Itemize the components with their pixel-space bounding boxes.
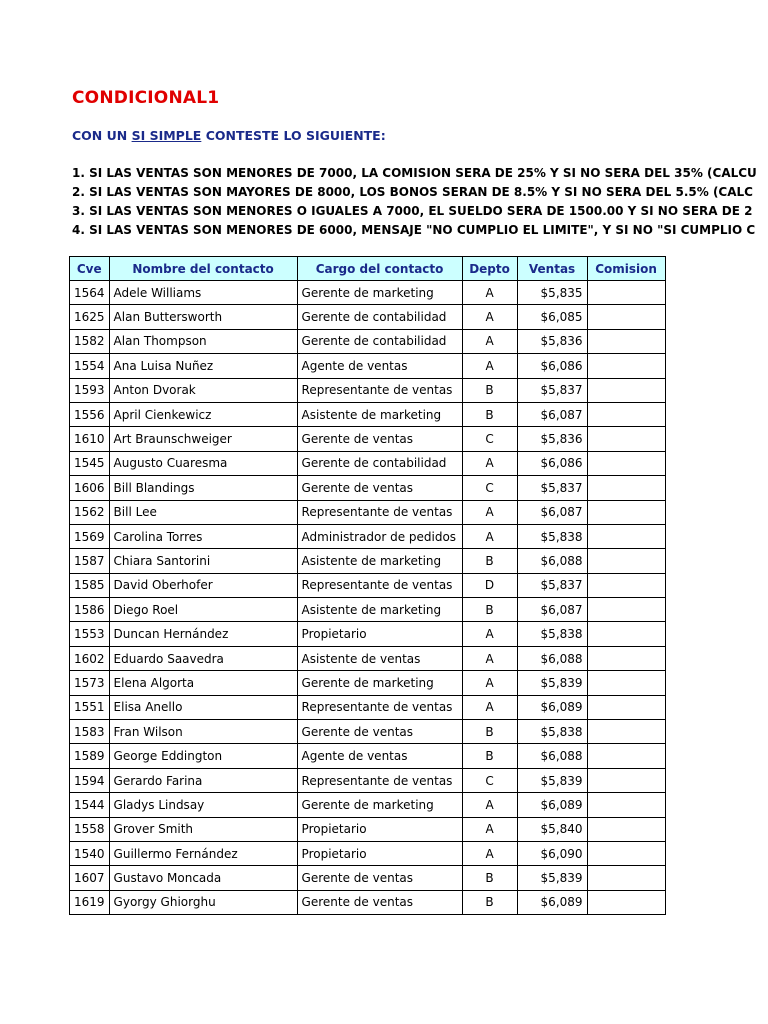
table-row	[70, 768, 666, 792]
table-row	[70, 402, 666, 426]
cargo-cell[interactable]: Gerente de ventas	[297, 476, 462, 500]
comision-cell[interactable]	[587, 695, 665, 719]
comision-cell[interactable]	[587, 890, 665, 914]
ventas-cell[interactable]: $6,086	[517, 451, 587, 475]
depto-cell[interactable]: A	[462, 281, 517, 305]
cargo-cell[interactable]: Representante de ventas	[297, 768, 462, 792]
comision-cell[interactable]	[587, 768, 665, 792]
cargo-cell[interactable]: Gerente de marketing	[297, 671, 462, 695]
cargo-cell[interactable]: Representante de ventas	[297, 573, 462, 597]
comision-cell[interactable]	[587, 573, 665, 597]
ventas-cell[interactable]: $6,089	[517, 793, 587, 817]
nombre-cell[interactable]: Diego Roel	[109, 598, 297, 622]
comision-cell[interactable]	[587, 622, 665, 646]
nombre-cell[interactable]: Eduardo Saavedra	[109, 646, 297, 670]
nombre-cell[interactable]: Bill Lee	[109, 500, 297, 524]
comision-cell[interactable]	[587, 427, 665, 451]
depto-cell[interactable]: B	[462, 890, 517, 914]
ventas-cell[interactable]: $5,838	[517, 720, 587, 744]
cve-cell[interactable]: 1606	[70, 476, 110, 500]
table-row	[70, 329, 666, 353]
cve-cell[interactable]: 1594	[70, 768, 110, 792]
table-row	[70, 427, 666, 451]
table-row	[70, 622, 666, 646]
nombre-cell[interactable]: Gustavo Moncada	[109, 866, 297, 890]
cve-cell[interactable]: 1587	[70, 549, 110, 573]
comision-cell[interactable]	[587, 476, 665, 500]
nombre-cell[interactable]: Grover Smith	[109, 817, 297, 841]
instruction-1: 1. SI LAS VENTAS SON MENORES DE 7000, LA COMISION SERA DE 25% Y SI NO SERA DEL 35% (CALCU	[72, 166, 757, 180]
cve-cell[interactable]: 1545	[70, 451, 110, 475]
ventas-cell[interactable]: $6,090	[517, 841, 587, 865]
comision-cell[interactable]	[587, 793, 665, 817]
ventas-cell[interactable]: $5,836	[517, 427, 587, 451]
comision-cell[interactable]	[587, 720, 665, 744]
cve-cell[interactable]: 1544	[70, 793, 110, 817]
cargo-cell[interactable]: Gerente de marketing	[297, 281, 462, 305]
cargo-cell[interactable]: Propietario	[297, 817, 462, 841]
cargo-cell[interactable]: Asistente de marketing	[297, 402, 462, 426]
cve-cell[interactable]: 1585	[70, 573, 110, 597]
table-row	[70, 573, 666, 597]
ventas-cell[interactable]: $6,088	[517, 646, 587, 670]
depto-cell[interactable]: A	[462, 841, 517, 865]
cve-cell[interactable]: 1610	[70, 427, 110, 451]
table-row	[70, 866, 666, 890]
depto-cell[interactable]: A	[462, 817, 517, 841]
cargo-cell[interactable]: Asistente de ventas	[297, 646, 462, 670]
nombre-cell[interactable]: David Oberhofer	[109, 573, 297, 597]
cargo-cell[interactable]: Agente de ventas	[297, 354, 462, 378]
nombre-cell[interactable]: Alan Buttersworth	[109, 305, 297, 329]
cve-cell[interactable]: 1586	[70, 598, 110, 622]
comision-cell[interactable]	[587, 598, 665, 622]
depto-cell[interactable]: A	[462, 500, 517, 524]
cve-cell[interactable]: 1607	[70, 866, 110, 890]
depto-cell[interactable]: A	[462, 329, 517, 353]
instruction-2: 2. SI LAS VENTAS SON MAYORES DE 8000, LOS BONOS SERAN DE 8.5% Y SI NO SERA DEL 5.5% (CALC	[72, 185, 753, 199]
table-row	[70, 281, 666, 305]
cargo-cell[interactable]: Asistente de marketing	[297, 549, 462, 573]
comision-cell[interactable]	[587, 744, 665, 768]
cve-cell[interactable]: 1593	[70, 378, 110, 402]
ventas-cell[interactable]: $5,839	[517, 866, 587, 890]
depto-cell[interactable]: B	[462, 866, 517, 890]
cve-cell[interactable]: 1602	[70, 646, 110, 670]
table-row	[70, 451, 666, 475]
cve-cell[interactable]: 1573	[70, 671, 110, 695]
table-row	[70, 793, 666, 817]
ventas-cell[interactable]: $5,840	[517, 817, 587, 841]
depto-cell[interactable]: A	[462, 305, 517, 329]
cargo-cell[interactable]: Propietario	[297, 622, 462, 646]
table-row	[70, 720, 666, 744]
nombre-cell[interactable]: George Eddington	[109, 744, 297, 768]
ventas-cell[interactable]: $5,837	[517, 573, 587, 597]
nombre-cell[interactable]: Duncan Hernández	[109, 622, 297, 646]
header-cve[interactable]: Cve	[70, 257, 110, 281]
table-row	[70, 817, 666, 841]
table-row	[70, 598, 666, 622]
table-row	[70, 524, 666, 548]
header-row	[70, 257, 666, 281]
nombre-cell[interactable]: Bill Blandings	[109, 476, 297, 500]
cargo-cell[interactable]: Gerente de ventas	[297, 427, 462, 451]
cargo-cell[interactable]: Representante de ventas	[297, 695, 462, 719]
contacts-table	[69, 256, 666, 915]
cve-cell[interactable]: 1551	[70, 695, 110, 719]
cve-cell[interactable]: 1569	[70, 524, 110, 548]
nombre-cell[interactable]: Art Braunschweiger	[109, 427, 297, 451]
comision-cell[interactable]	[587, 329, 665, 353]
comision-cell[interactable]	[587, 402, 665, 426]
table-row	[70, 646, 666, 670]
depto-cell[interactable]: D	[462, 573, 517, 597]
instruction-3: 3. SI LAS VENTAS SON MENORES O IGUALES A 7000, EL SUELDO SERA DE 1500.00 Y SI NO SERA DE 2	[72, 204, 753, 218]
cve-cell[interactable]: 1562	[70, 500, 110, 524]
cve-cell[interactable]: 1619	[70, 890, 110, 914]
nombre-cell[interactable]: Alan Thompson	[109, 329, 297, 353]
comision-cell[interactable]	[587, 305, 665, 329]
subtitle-pre: CON UN	[72, 128, 132, 143]
cve-cell[interactable]: 1589	[70, 744, 110, 768]
comision-cell[interactable]	[587, 646, 665, 670]
cve-cell[interactable]: 1558	[70, 817, 110, 841]
ventas-cell[interactable]: $6,087	[517, 500, 587, 524]
nombre-cell[interactable]: Elena Algorta	[109, 671, 297, 695]
table-row	[70, 549, 666, 573]
ventas-cell[interactable]: $6,086	[517, 354, 587, 378]
comision-cell[interactable]	[587, 549, 665, 573]
nombre-cell[interactable]: Guillermo Fernández	[109, 841, 297, 865]
depto-cell[interactable]: B	[462, 598, 517, 622]
cargo-cell[interactable]: Representante de ventas	[297, 500, 462, 524]
nombre-cell[interactable]: Gladys Lindsay	[109, 793, 297, 817]
comision-cell[interactable]	[587, 841, 665, 865]
cve-cell[interactable]: 1564	[70, 281, 110, 305]
table-row	[70, 744, 666, 768]
nombre-cell[interactable]: Augusto Cuaresma	[109, 451, 297, 475]
cve-cell[interactable]: 1554	[70, 354, 110, 378]
cargo-cell[interactable]: Gerente de ventas	[297, 890, 462, 914]
cve-cell[interactable]: 1582	[70, 329, 110, 353]
header-depto[interactable]: Depto	[462, 257, 517, 281]
table-row	[70, 378, 666, 402]
nombre-cell[interactable]: Gyorgy Ghiorghu	[109, 890, 297, 914]
ventas-cell[interactable]: $5,835	[517, 281, 587, 305]
table-row	[70, 354, 666, 378]
comision-cell[interactable]	[587, 354, 665, 378]
comision-cell[interactable]	[587, 671, 665, 695]
ventas-cell[interactable]: $6,088	[517, 744, 587, 768]
cargo-cell[interactable]: Gerente de contabilidad	[297, 329, 462, 353]
cargo-cell[interactable]: Asistente de marketing	[297, 598, 462, 622]
cve-cell[interactable]: 1625	[70, 305, 110, 329]
cve-cell[interactable]: 1553	[70, 622, 110, 646]
comision-cell[interactable]	[587, 866, 665, 890]
cargo-cell[interactable]: Gerente de contabilidad	[297, 305, 462, 329]
header-comision[interactable]: Comision	[587, 257, 665, 281]
ventas-cell[interactable]: $6,085	[517, 305, 587, 329]
nombre-cell[interactable]: Gerardo Farina	[109, 768, 297, 792]
depto-cell[interactable]: A	[462, 671, 517, 695]
depto-cell[interactable]: C	[462, 427, 517, 451]
cve-cell[interactable]: 1583	[70, 720, 110, 744]
ventas-cell[interactable]: $6,089	[517, 890, 587, 914]
comision-cell[interactable]	[587, 451, 665, 475]
depto-cell[interactable]: B	[462, 744, 517, 768]
ventas-cell[interactable]: $5,837	[517, 378, 587, 402]
ventas-cell[interactable]: $6,089	[517, 695, 587, 719]
subtitle	[72, 128, 386, 143]
depto-cell[interactable]: A	[462, 793, 517, 817]
header-cargo[interactable]: Cargo del contacto	[297, 257, 462, 281]
cargo-cell[interactable]: Representante de ventas	[297, 378, 462, 402]
ventas-cell[interactable]: $5,836	[517, 329, 587, 353]
depto-cell[interactable]: B	[462, 720, 517, 744]
depto-cell[interactable]: A	[462, 695, 517, 719]
comision-cell[interactable]	[587, 524, 665, 548]
cargo-cell[interactable]: Gerente de ventas	[297, 866, 462, 890]
comision-cell[interactable]	[587, 378, 665, 402]
table-row	[70, 476, 666, 500]
ventas-cell[interactable]: $5,839	[517, 671, 587, 695]
cve-cell[interactable]: 1556	[70, 402, 110, 426]
nombre-cell[interactable]: Chiara Santorini	[109, 549, 297, 573]
nombre-cell[interactable]: Adele Williams	[109, 281, 297, 305]
nombre-cell[interactable]: Anton Dvorak	[109, 378, 297, 402]
depto-cell[interactable]: A	[462, 354, 517, 378]
ventas-cell[interactable]: $5,838	[517, 524, 587, 548]
depto-cell[interactable]: A	[462, 524, 517, 548]
ventas-cell[interactable]: $5,839	[517, 768, 587, 792]
depto-cell[interactable]: B	[462, 549, 517, 573]
cargo-cell[interactable]: Gerente de marketing	[297, 793, 462, 817]
table-row	[70, 500, 666, 524]
ventas-cell[interactable]: $5,837	[517, 476, 587, 500]
table-row	[70, 890, 666, 914]
table-row	[70, 695, 666, 719]
ventas-cell[interactable]: $5,838	[517, 622, 587, 646]
depto-cell[interactable]: A	[462, 646, 517, 670]
table-row	[70, 305, 666, 329]
cve-cell[interactable]: 1540	[70, 841, 110, 865]
instruction-4: 4. SI LAS VENTAS SON MENORES DE 6000, MENSAJE "NO CUMPLIO EL LIMITE", Y SI NO "SI CUMPLIO C	[72, 223, 756, 237]
depto-cell[interactable]: C	[462, 768, 517, 792]
comision-cell[interactable]	[587, 500, 665, 524]
cargo-cell[interactable]: Gerente de ventas	[297, 720, 462, 744]
cargo-cell[interactable]: Agente de ventas	[297, 744, 462, 768]
nombre-cell[interactable]: Elisa Anello	[109, 695, 297, 719]
nombre-cell[interactable]: April Cienkewicz	[109, 402, 297, 426]
depto-cell[interactable]: A	[462, 622, 517, 646]
cargo-cell[interactable]: Propietario	[297, 841, 462, 865]
header-nombre[interactable]: Nombre del contacto	[109, 257, 297, 281]
header-ventas[interactable]: Ventas	[517, 257, 587, 281]
comision-cell[interactable]	[587, 281, 665, 305]
depto-cell[interactable]: C	[462, 476, 517, 500]
depto-cell[interactable]: B	[462, 402, 517, 426]
cargo-cell[interactable]: Gerente de contabilidad	[297, 451, 462, 475]
table-row	[70, 841, 666, 865]
cargo-cell[interactable]: Administrador de pedidos	[297, 524, 462, 548]
ventas-cell[interactable]: $6,088	[517, 549, 587, 573]
sheet-title: CONDICIONAL1	[72, 88, 220, 108]
subtitle-link[interactable]: SI SIMPLE	[131, 128, 202, 143]
nombre-cell[interactable]: Fran Wilson	[109, 720, 297, 744]
nombre-cell[interactable]: Ana Luisa Nuñez	[109, 354, 297, 378]
ventas-cell[interactable]: $6,087	[517, 402, 587, 426]
subtitle-post: CONTESTE LO SIGUIENTE:	[201, 128, 386, 143]
nombre-cell[interactable]: Carolina Torres	[109, 524, 297, 548]
depto-cell[interactable]: A	[462, 451, 517, 475]
depto-cell[interactable]: B	[462, 378, 517, 402]
ventas-cell[interactable]: $6,087	[517, 598, 587, 622]
table-row	[70, 671, 666, 695]
comision-cell[interactable]	[587, 817, 665, 841]
